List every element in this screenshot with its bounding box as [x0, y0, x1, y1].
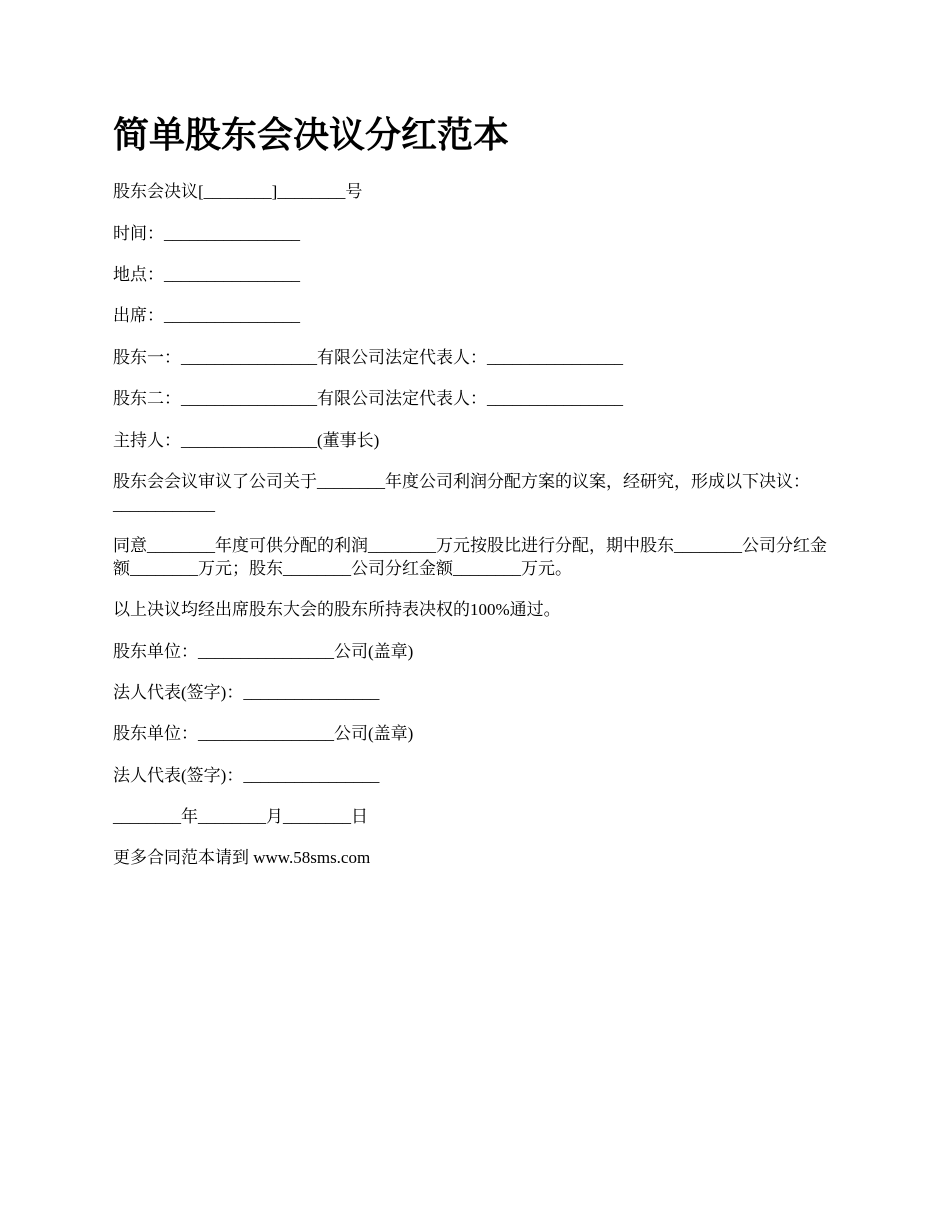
dividend-resolution: 同意________年度可供分配的利润________万元按股比进行分配，期中股东________公司分红金额________万元；股东________公司分红金额________万元。	[113, 536, 827, 578]
shareholder-unit-one: 股东单位：________________公司(盖章)	[113, 642, 414, 661]
signing-date: ________年________月________日	[113, 807, 368, 826]
resolution-number: 股东会决议[________]________号	[113, 182, 363, 201]
footer-link-text: 更多合同范本请到 www.58sms.com	[113, 848, 371, 867]
shareholder-one: 股东一：________________有限公司法定代表人：________________	[113, 348, 623, 367]
legal-representative-one: 法人代表(签字)：________________	[113, 683, 380, 702]
meeting-location: 地点：________________	[113, 265, 300, 284]
meeting-time: 时间：________________	[113, 224, 300, 243]
resolution-intro: 股东会会议审议了公司关于________年度公司利润分配方案的议案，经研究，形成以下决议：____________	[113, 472, 810, 514]
shareholder-two: 股东二：________________有限公司法定代表人：________________	[113, 389, 623, 408]
meeting-host: 主持人：________________(董事长)	[113, 431, 380, 450]
document-title: 简单股东会决议分红范本	[113, 115, 510, 156]
approval-statement: 以上决议均经出席股东大会的股东所持表决权的100%通过。	[113, 600, 561, 619]
legal-representative-two: 法人代表(签字)：________________	[113, 766, 380, 785]
shareholder-unit-two: 股东单位：________________公司(盖章)	[113, 724, 414, 743]
attendees: 出席：________________	[113, 306, 300, 325]
